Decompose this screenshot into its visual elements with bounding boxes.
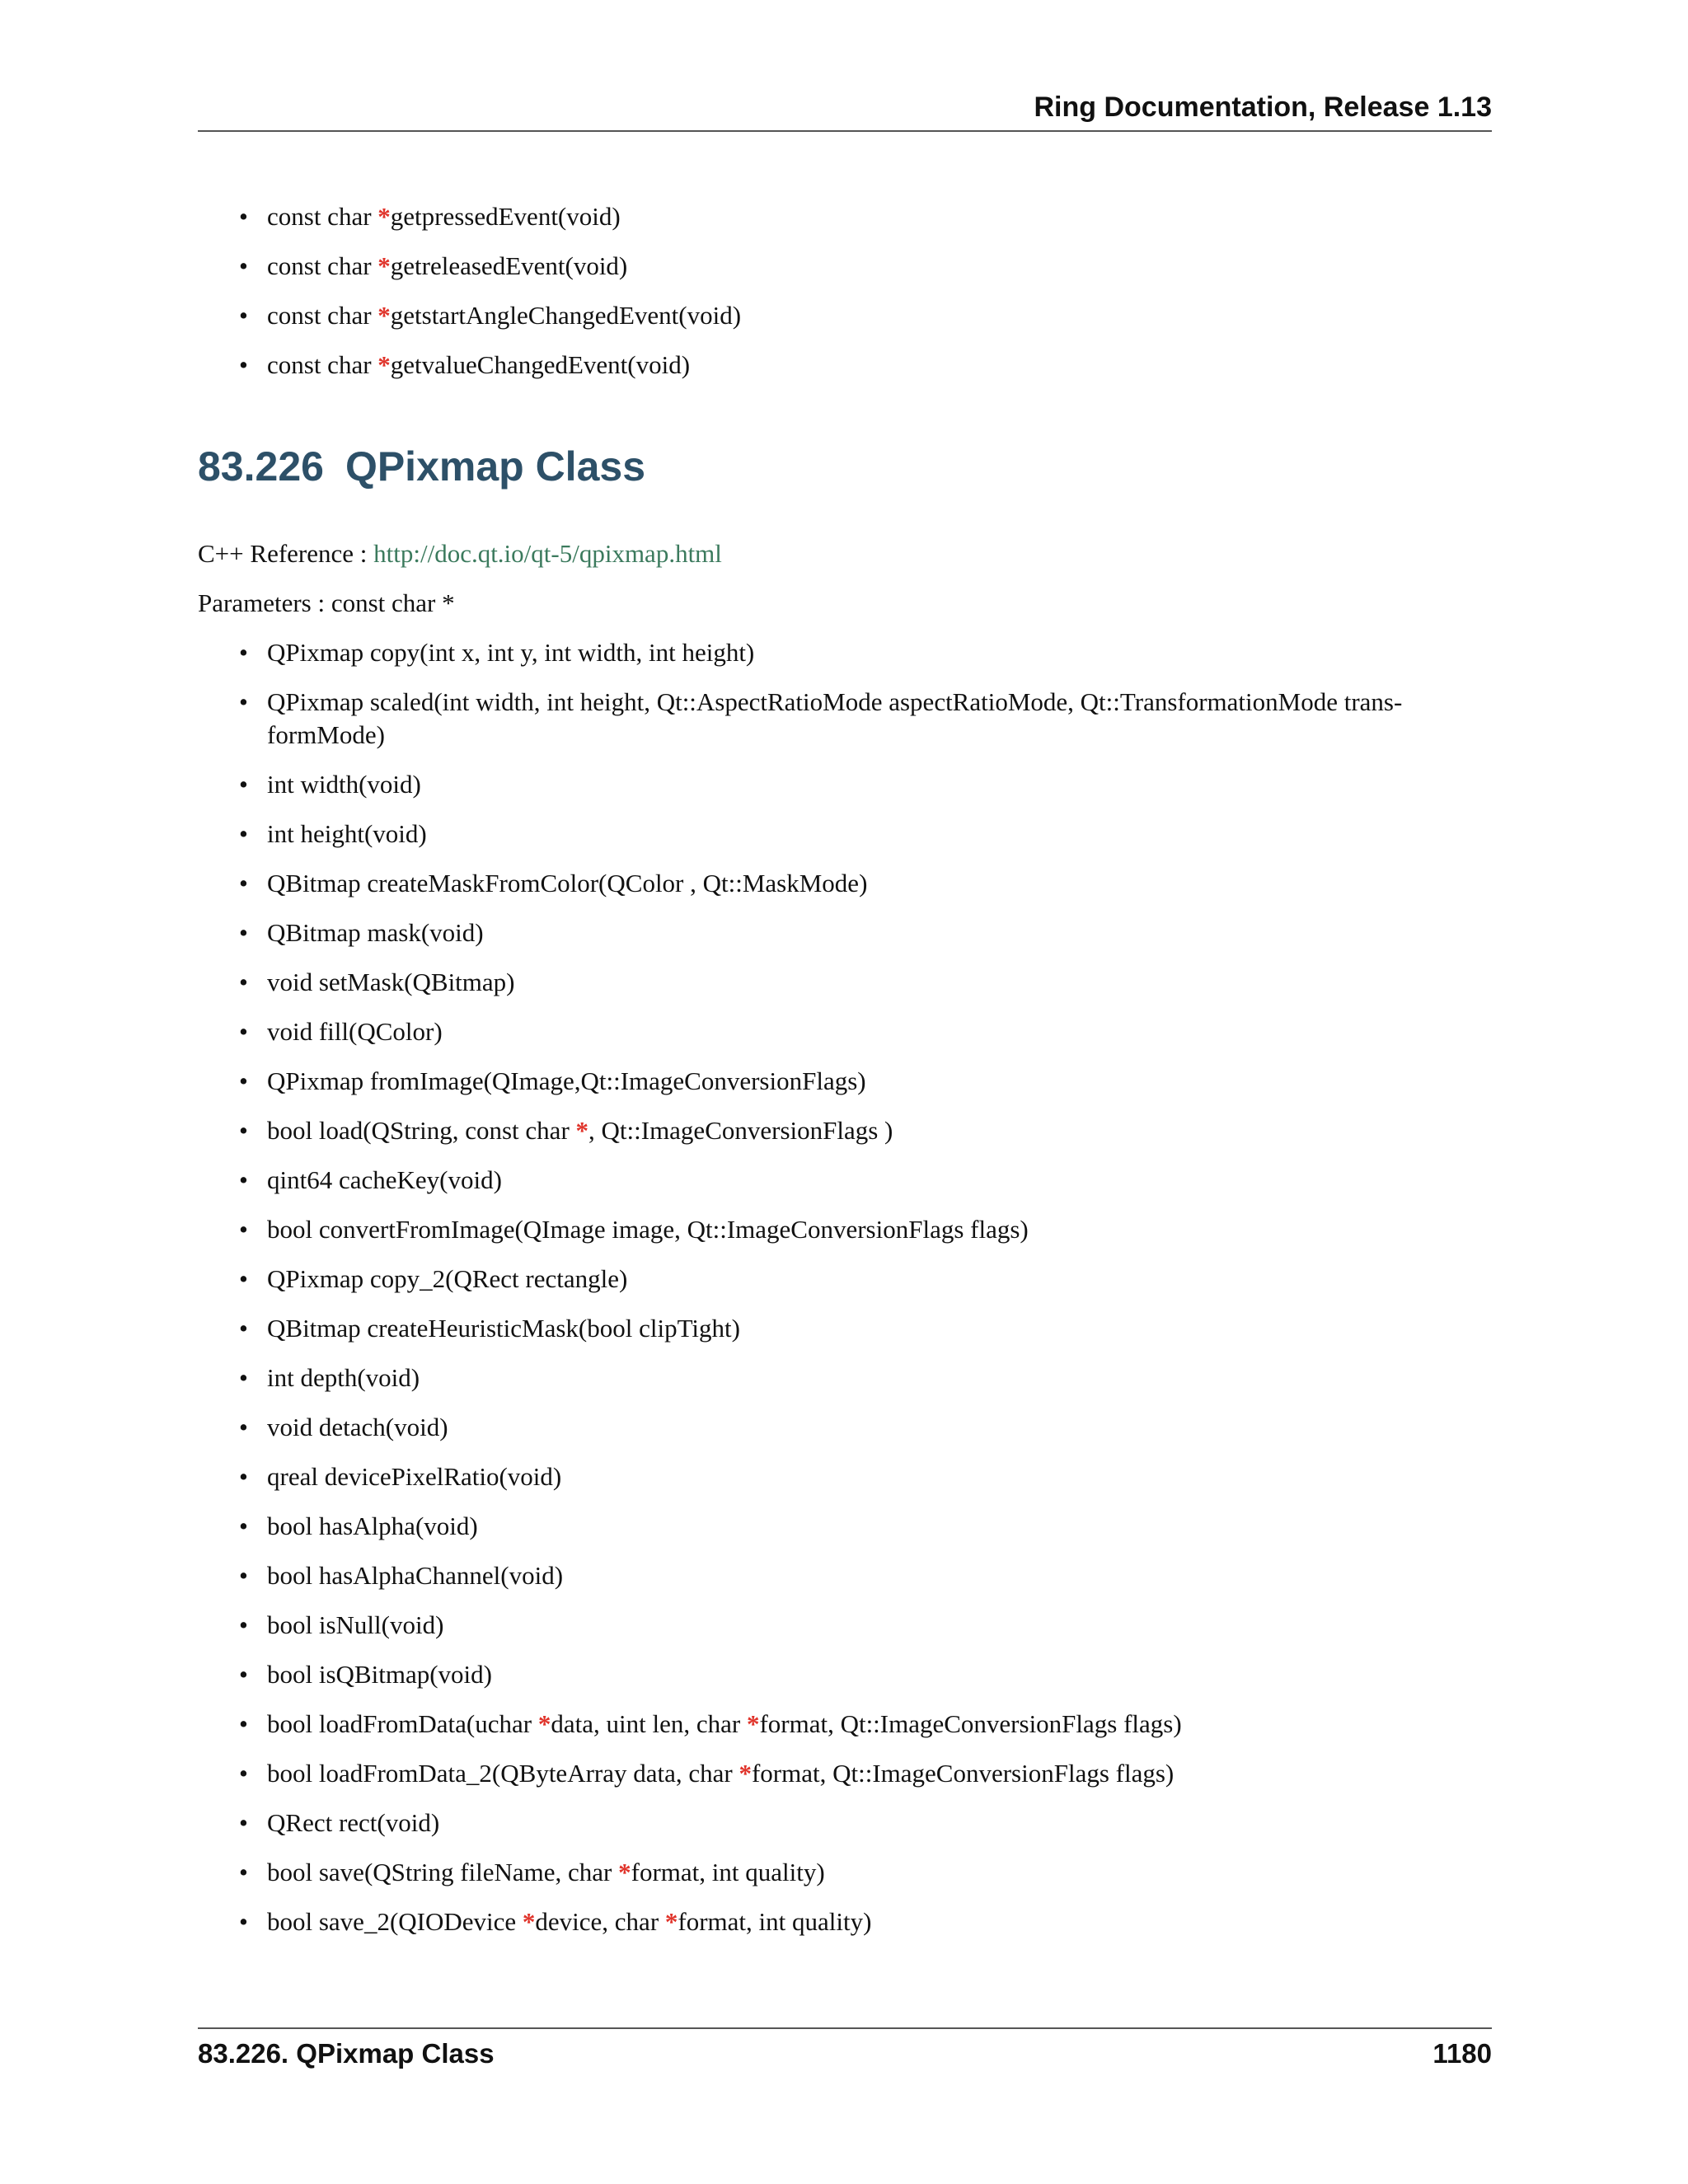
method-item (239, 1658, 1492, 1691)
method-item (239, 1609, 1492, 1642)
method-item (239, 1807, 1492, 1840)
pointer-asterisk: * (738, 1759, 752, 1788)
method-item (239, 867, 1492, 900)
method-text: bool save_2(QIODevice (267, 1907, 523, 1936)
method-text: qint64 cacheKey(void) (267, 1165, 502, 1194)
method-item (239, 250, 1492, 283)
method-text: int depth(void) (267, 1363, 420, 1392)
reference-label: C++ Reference : (198, 539, 374, 568)
page-footer (198, 2027, 1492, 2079)
method-text: bool hasAlpha(void) (267, 1511, 478, 1540)
method-item (239, 686, 1492, 752)
method-text: getstartAngleChangedEvent(void) (390, 301, 742, 330)
method-text: bool isQBitmap(void) (267, 1660, 492, 1689)
method-item (239, 299, 1492, 332)
method-item (239, 1559, 1492, 1592)
footer-section: 83.226. QPixmap Class (198, 2038, 495, 2069)
method-text: void detach(void) (267, 1413, 448, 1441)
method-text: const char (267, 202, 378, 231)
method-text: bool hasAlphaChannel(void) (267, 1561, 564, 1590)
method-item (239, 966, 1492, 999)
method-item (239, 1460, 1492, 1493)
section-heading (198, 442, 645, 491)
method-text: format, Qt::ImageConversionFlags flags) (759, 1709, 1182, 1738)
method-item (239, 1312, 1492, 1345)
method-list (239, 636, 1492, 1955)
pointer-asterisk: * (664, 1907, 678, 1936)
method-text: void fill(QColor) (267, 1017, 443, 1046)
method-item (239, 916, 1492, 949)
method-item (239, 636, 1492, 669)
method-item (239, 1114, 1492, 1147)
method-text: format, Qt::ImageConversionFlags flags) (751, 1759, 1175, 1788)
method-text: getvalueChangedEvent(void) (390, 350, 691, 379)
cpp-reference (198, 537, 722, 570)
method-item (239, 349, 1492, 382)
method-text: format, int quality) (631, 1858, 825, 1886)
method-text: int height(void) (267, 819, 427, 848)
method-text: QBitmap createHeuristicMask(bool clipTight) (267, 1314, 740, 1343)
pointer-asterisk: * (522, 1907, 536, 1936)
method-text: getreleasedEvent(void) (390, 251, 628, 280)
method-item (239, 1757, 1492, 1790)
section-number: 83.226 (198, 443, 324, 490)
method-text: format, int quality) (678, 1907, 872, 1936)
method-text: QPixmap copy_2(QRect rectangle) (267, 1264, 628, 1293)
method-text: QPixmap scaled(int width, int height, Qt::AspectRatioMode aspectRatioMode, Qt::TransformationMode trans-formMode) (267, 687, 1403, 749)
method-text: const char (267, 301, 378, 330)
section-title: QPixmap Class (345, 443, 645, 490)
method-text: QRect rect(void) (267, 1808, 440, 1837)
method-text: QBitmap createMaskFromColor(QColor , Qt::MaskMode) (267, 869, 868, 898)
page-number: 1180 (1432, 2038, 1492, 2069)
method-text: const char (267, 251, 378, 280)
method-text: , Qt::ImageConversionFlags ) (588, 1116, 893, 1145)
method-item (239, 1065, 1492, 1098)
method-text: bool isNull(void) (267, 1610, 444, 1639)
pointer-asterisk: * (377, 301, 391, 330)
method-text: getpressedEvent(void) (390, 202, 621, 231)
method-item (239, 1213, 1492, 1246)
method-text: qreal devicePixelRatio(void) (267, 1462, 562, 1491)
pointer-asterisk: * (575, 1116, 589, 1145)
method-text: const char (267, 350, 378, 379)
method-item (239, 1905, 1492, 1938)
method-text: bool convertFromImage(QImage image, Qt::ImageConversionFlags flags) (267, 1215, 1029, 1244)
method-text: bool loadFromData(uchar (267, 1709, 538, 1738)
method-text: data, uint len, char (551, 1709, 747, 1738)
method-text: bool load(QString, const char (267, 1116, 576, 1145)
method-item (239, 1361, 1492, 1394)
method-item (239, 1856, 1492, 1889)
reference-link[interactable]: http://doc.qt.io/qt-5/qpixmap.html (373, 539, 722, 568)
method-text: device, char (535, 1907, 665, 1936)
method-item (239, 768, 1492, 801)
method-item (239, 1708, 1492, 1741)
method-item (239, 1411, 1492, 1444)
method-item (239, 1510, 1492, 1543)
parameters-line: Parameters : const char * (198, 588, 455, 617)
page-header (198, 91, 1492, 132)
pointer-asterisk: * (746, 1709, 760, 1738)
method-text: void setMask(QBitmap) (267, 968, 515, 996)
method-list-previous (239, 200, 1492, 398)
method-text: QPixmap fromImage(QImage,Qt::ImageConversionFlags) (267, 1066, 866, 1095)
method-item (239, 200, 1492, 233)
document-title: Ring Documentation, Release 1.13 (1034, 91, 1492, 123)
pointer-asterisk: * (377, 251, 391, 280)
pointer-asterisk: * (618, 1858, 631, 1886)
method-item (239, 818, 1492, 851)
method-text: bool save(QString fileName, char (267, 1858, 619, 1886)
pointer-asterisk: * (377, 202, 391, 231)
method-item (239, 1164, 1492, 1197)
method-item (239, 1263, 1492, 1296)
method-text: QBitmap mask(void) (267, 918, 484, 947)
pointer-asterisk: * (537, 1709, 551, 1738)
pointer-asterisk: * (377, 350, 391, 379)
method-text: int width(void) (267, 770, 421, 799)
method-item (239, 1015, 1492, 1048)
method-text: bool loadFromData_2(QByteArray data, char (267, 1759, 739, 1788)
method-text: QPixmap copy(int x, int y, int width, int height) (267, 638, 755, 667)
